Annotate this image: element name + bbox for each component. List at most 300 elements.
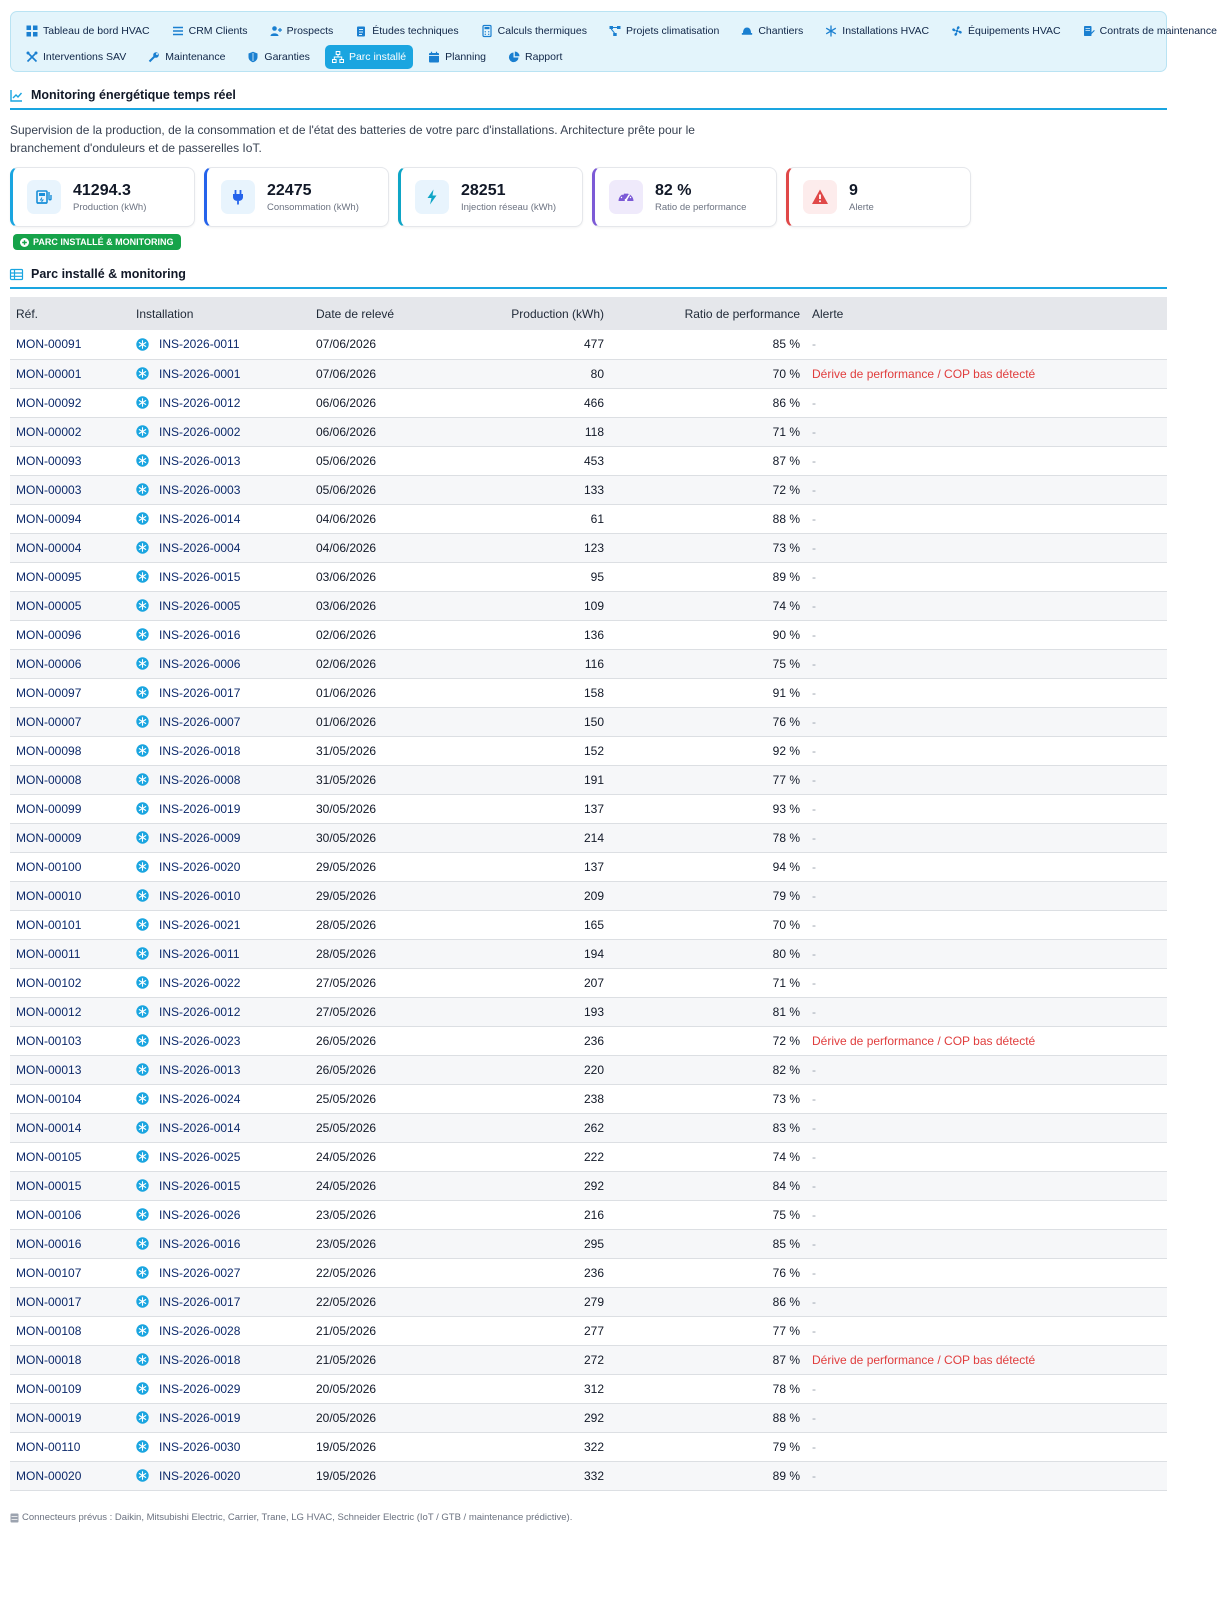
cell-ratio: 86 % — [610, 388, 806, 417]
cell-installation[interactable] — [130, 1316, 310, 1345]
installation-link[interactable] — [136, 715, 304, 729]
cell-date: 01/06/2026 — [310, 707, 450, 736]
table-row[interactable] — [10, 1171, 1167, 1200]
installation-link[interactable] — [136, 976, 304, 990]
nav-item-parc-installe[interactable] — [325, 45, 413, 69]
cell-production: 109 — [450, 591, 610, 620]
cell-alert: - — [806, 649, 1167, 678]
cell-date: 28/05/2026 — [310, 939, 450, 968]
cell-installation[interactable] — [130, 591, 310, 620]
cell-installation[interactable] — [130, 1432, 310, 1461]
hvac-unit-icon — [136, 1237, 149, 1250]
cell-installation[interactable] — [130, 1229, 310, 1258]
cell-production: 322 — [450, 1432, 610, 1461]
nav-item-prospects[interactable] — [263, 19, 341, 43]
table-row[interactable] — [10, 504, 1167, 533]
cell-installation[interactable] — [130, 1287, 310, 1316]
nav-item-label: Études techniques — [372, 24, 459, 37]
cell-ref[interactable]: MON-00105 — [10, 1142, 130, 1171]
kpi-text — [849, 182, 874, 213]
cell-installation[interactable] — [130, 504, 310, 533]
cell-ref[interactable]: MON-00103 — [10, 1026, 130, 1055]
server-icon — [10, 1513, 19, 1523]
cell-ref[interactable]: MON-00092 — [10, 388, 130, 417]
column-header-production[interactable]: Production (kWh) — [450, 297, 610, 330]
cell-installation[interactable] — [130, 1026, 310, 1055]
installation-link[interactable] — [136, 1295, 304, 1309]
installation-link[interactable] — [136, 1237, 304, 1251]
cell-ref[interactable]: MON-00100 — [10, 852, 130, 881]
sitemap-icon — [332, 51, 344, 63]
cell-ref[interactable]: MON-00013 — [10, 1055, 130, 1084]
calculator-icon — [481, 25, 493, 37]
installation-link[interactable] — [136, 1034, 304, 1048]
cell-alert: - — [806, 388, 1167, 417]
cell-date: 24/05/2026 — [310, 1142, 450, 1171]
cell-ratio: 90 % — [610, 620, 806, 649]
cell-alert: - — [806, 707, 1167, 736]
cell-ref[interactable]: MON-00001 — [10, 359, 130, 388]
monitoring-description: Supervision de la production, de la consommation et de l'état des batteries de votre parc d'installations. Architecture prête pour le branchement d'onduleurs et de passerelles IoT. — [10, 123, 695, 155]
table-body — [10, 330, 1167, 1490]
cell-ref[interactable]: MON-00017 — [10, 1287, 130, 1316]
installation-link[interactable] — [136, 889, 304, 903]
table-row[interactable] — [10, 1084, 1167, 1113]
installation-link[interactable] — [136, 1382, 304, 1396]
cell-installation[interactable] — [130, 1142, 310, 1171]
cell-date: 04/06/2026 — [310, 533, 450, 562]
cell-installation[interactable] — [130, 910, 310, 939]
installation-label: INS-2026-0013 — [159, 1062, 241, 1077]
table-row[interactable] — [10, 881, 1167, 910]
installation-link[interactable] — [136, 599, 304, 613]
cell-ref[interactable]: MON-00009 — [10, 823, 130, 852]
kpi-text — [73, 182, 146, 213]
cell-ref[interactable]: MON-00101 — [10, 910, 130, 939]
table-row[interactable] — [10, 446, 1167, 475]
cell-installation[interactable] — [130, 1055, 310, 1084]
cell-date: 03/06/2026 — [310, 591, 450, 620]
installation-link[interactable] — [136, 1266, 304, 1280]
table-row[interactable] — [10, 1403, 1167, 1432]
cell-ref[interactable]: MON-00007 — [10, 707, 130, 736]
installation-link[interactable] — [136, 860, 304, 874]
table-row[interactable] — [10, 1316, 1167, 1345]
nav-item-label: Contrats de maintenance — [1099, 24, 1217, 37]
cell-installation[interactable] — [130, 939, 310, 968]
cell-alert: - — [806, 446, 1167, 475]
installation-link[interactable] — [136, 1121, 304, 1135]
cell-installation[interactable] — [130, 736, 310, 765]
cell-ref[interactable]: MON-00109 — [10, 1374, 130, 1403]
cell-alert: - — [806, 1200, 1167, 1229]
installation-link[interactable] — [136, 1440, 304, 1454]
table-row[interactable] — [10, 533, 1167, 562]
installation-link[interactable] — [136, 918, 304, 932]
installation-link[interactable] — [136, 367, 304, 381]
grid-icon — [26, 25, 38, 37]
cell-installation[interactable] — [130, 1374, 310, 1403]
cell-date: 20/05/2026 — [310, 1374, 450, 1403]
nav-item-crm-clients[interactable] — [165, 19, 255, 43]
cell-production: 332 — [450, 1461, 610, 1490]
nav-item-label: CRM Clients — [188, 24, 248, 37]
cell-ref[interactable]: MON-00106 — [10, 1200, 130, 1229]
table-row[interactable] — [10, 1026, 1167, 1055]
table-row[interactable] — [10, 1432, 1167, 1461]
cell-installation[interactable] — [130, 1084, 310, 1113]
cell-installation[interactable] — [130, 707, 310, 736]
installation-label: INS-2026-0015 — [159, 1178, 241, 1193]
cell-installation[interactable] — [130, 1461, 310, 1490]
table-row[interactable] — [10, 1345, 1167, 1374]
cell-production: 295 — [450, 1229, 610, 1258]
nav-item-label: Tableau de bord HVAC — [43, 24, 150, 37]
cell-alert: - — [806, 910, 1167, 939]
cell-production: 158 — [450, 678, 610, 707]
installation-link[interactable] — [136, 1179, 304, 1193]
cell-ref[interactable]: MON-00008 — [10, 765, 130, 794]
cell-ref[interactable]: MON-00097 — [10, 678, 130, 707]
cell-production: 133 — [450, 475, 610, 504]
cell-date: 29/05/2026 — [310, 881, 450, 910]
installation-link[interactable] — [136, 512, 304, 526]
cell-installation[interactable] — [130, 388, 310, 417]
installation-label: INS-2026-0021 — [159, 917, 241, 932]
table-row[interactable] — [10, 1374, 1167, 1403]
nav-item-label: Équipements HVAC — [968, 24, 1061, 37]
cell-installation[interactable] — [130, 1171, 310, 1200]
kpi-card-ratio-de-performance — [592, 167, 777, 227]
cell-ref[interactable]: MON-00018 — [10, 1345, 130, 1374]
installation-link[interactable] — [136, 802, 304, 816]
installation-link[interactable] — [136, 483, 304, 497]
nav-item-label: Interventions SAV — [43, 50, 127, 63]
installation-link[interactable] — [136, 337, 304, 351]
installation-label: INS-2026-0022 — [159, 975, 241, 990]
table-row[interactable] — [10, 388, 1167, 417]
cell-production: 236 — [450, 1258, 610, 1287]
table-row[interactable] — [10, 562, 1167, 591]
bolt-icon — [415, 180, 449, 214]
installation-label: INS-2026-0001 — [159, 366, 241, 381]
installation-label: INS-2026-0016 — [159, 1236, 241, 1251]
cell-ref[interactable]: MON-00107 — [10, 1258, 130, 1287]
cell-ref[interactable]: MON-00094 — [10, 504, 130, 533]
installation-link[interactable] — [136, 1005, 304, 1019]
installation-label: INS-2026-0005 — [159, 598, 241, 613]
cell-production: 209 — [450, 881, 610, 910]
snowflake-icon — [825, 25, 837, 37]
cell-alert: - — [806, 1142, 1167, 1171]
cell-installation[interactable] — [130, 330, 310, 359]
nav-item-etudes-techniques[interactable] — [348, 19, 465, 43]
cell-alert: Dérive de performance / COP bas détecté — [806, 359, 1167, 388]
wrench-icon — [148, 51, 160, 63]
installation-link[interactable] — [136, 454, 304, 468]
monitoring-section-title — [10, 88, 1167, 110]
cell-ratio: 74 % — [610, 1142, 806, 1171]
cell-ratio: 76 % — [610, 707, 806, 736]
table-row[interactable] — [10, 736, 1167, 765]
cell-ref[interactable]: MON-00012 — [10, 997, 130, 1026]
kpi-value: 9 — [849, 181, 858, 199]
cell-ref[interactable]: MON-00091 — [10, 330, 130, 359]
hvac-unit-icon — [136, 1324, 149, 1337]
cell-production: 222 — [450, 1142, 610, 1171]
table-row[interactable] — [10, 1113, 1167, 1142]
clipboard-icon — [355, 25, 367, 37]
installation-link[interactable] — [136, 396, 304, 410]
cell-installation[interactable] — [130, 794, 310, 823]
cell-ref[interactable]: MON-00002 — [10, 417, 130, 446]
table-row[interactable] — [10, 678, 1167, 707]
hvac-unit-icon — [136, 396, 149, 409]
table-row[interactable] — [10, 939, 1167, 968]
installation-label: INS-2026-0014 — [159, 511, 241, 526]
installation-link[interactable] — [136, 425, 304, 439]
table-row[interactable] — [10, 823, 1167, 852]
table-row[interactable] — [10, 1055, 1167, 1084]
nav-item-maintenance[interactable] — [141, 45, 232, 69]
installation-label: INS-2026-0024 — [159, 1091, 241, 1106]
cell-installation[interactable] — [130, 649, 310, 678]
cell-ref[interactable]: MON-00003 — [10, 475, 130, 504]
installation-link[interactable] — [136, 831, 304, 845]
hvac-unit-icon — [136, 947, 149, 960]
column-header-date[interactable]: Date de relevé — [310, 297, 450, 330]
table-icon — [10, 268, 23, 281]
cell-installation[interactable] — [130, 678, 310, 707]
nav-item-label: Prospects — [286, 24, 334, 37]
cell-ratio: 94 % — [610, 852, 806, 881]
cell-installation[interactable] — [130, 823, 310, 852]
nav-item-chantiers[interactable] — [734, 19, 810, 43]
cell-alert: - — [806, 1432, 1167, 1461]
table-row[interactable] — [10, 1200, 1167, 1229]
cell-production: 137 — [450, 852, 610, 881]
table-row[interactable] — [10, 591, 1167, 620]
table-row[interactable] — [10, 1229, 1167, 1258]
kpi-card-production-kwh — [10, 167, 195, 227]
cell-ref[interactable]: MON-00015 — [10, 1171, 130, 1200]
cell-alert: - — [806, 1113, 1167, 1142]
kpi-text — [267, 182, 359, 213]
installation-link[interactable] — [136, 686, 304, 700]
cell-installation[interactable] — [130, 620, 310, 649]
installation-link[interactable] — [136, 947, 304, 961]
column-header-ref[interactable]: Réf. — [10, 297, 130, 330]
table-row[interactable] — [10, 968, 1167, 997]
table-row[interactable] — [10, 1258, 1167, 1287]
kpi-label: Injection réseau (kWh) — [461, 201, 557, 213]
nav-item-label: Garanties — [264, 50, 310, 63]
hvac-unit-icon — [136, 889, 149, 902]
installation-label: INS-2026-0029 — [159, 1381, 241, 1396]
cell-production: 207 — [450, 968, 610, 997]
cell-ref[interactable]: MON-00019 — [10, 1403, 130, 1432]
cell-ref[interactable]: MON-00102 — [10, 968, 130, 997]
installation-link[interactable] — [136, 541, 304, 555]
cell-ref[interactable]: MON-00108 — [10, 1316, 130, 1345]
installation-label: INS-2026-0012 — [159, 1004, 241, 1019]
table-row[interactable] — [10, 765, 1167, 794]
cell-date: 27/05/2026 — [310, 968, 450, 997]
plus-circle-icon — [20, 238, 29, 247]
installation-label: INS-2026-0009 — [159, 830, 241, 845]
cell-date: 23/05/2026 — [310, 1229, 450, 1258]
hvac-unit-icon — [136, 570, 149, 583]
table-row[interactable] — [10, 910, 1167, 939]
cell-ref[interactable]: MON-00010 — [10, 881, 130, 910]
cell-alert: - — [806, 1171, 1167, 1200]
cell-ratio: 92 % — [610, 736, 806, 765]
hvac-unit-icon — [136, 686, 149, 699]
cell-installation[interactable] — [130, 881, 310, 910]
cell-ref[interactable]: MON-00093 — [10, 446, 130, 475]
installation-link[interactable] — [136, 1208, 304, 1222]
cell-ratio: 77 % — [610, 1316, 806, 1345]
cell-installation[interactable] — [130, 475, 310, 504]
cell-installation[interactable] — [130, 765, 310, 794]
cell-production: 262 — [450, 1113, 610, 1142]
nav-item-tableau-de-bord-hvac[interactable] — [19, 19, 157, 43]
table-row[interactable] — [10, 330, 1167, 359]
nav-item-rapport[interactable] — [501, 45, 569, 69]
cell-alert: - — [806, 881, 1167, 910]
cell-ratio: 72 % — [610, 475, 806, 504]
table-row[interactable] — [10, 707, 1167, 736]
installation-label: INS-2026-0015 — [159, 569, 241, 584]
installation-label: INS-2026-0027 — [159, 1265, 241, 1280]
cell-installation[interactable] — [130, 997, 310, 1026]
cell-installation[interactable] — [130, 417, 310, 446]
cell-ref[interactable]: MON-00095 — [10, 562, 130, 591]
cell-installation[interactable] — [130, 562, 310, 591]
cell-production: 61 — [450, 504, 610, 533]
cell-ref[interactable]: MON-00006 — [10, 649, 130, 678]
installation-link[interactable] — [136, 657, 304, 671]
cell-installation[interactable] — [130, 1113, 310, 1142]
installation-link[interactable] — [136, 628, 304, 642]
table-row[interactable] — [10, 852, 1167, 881]
cell-ref[interactable]: MON-00016 — [10, 1229, 130, 1258]
installation-link[interactable] — [136, 744, 304, 758]
cell-installation[interactable] — [130, 1403, 310, 1432]
table-row[interactable] — [10, 794, 1167, 823]
cell-installation[interactable] — [130, 852, 310, 881]
table-row[interactable] — [10, 1287, 1167, 1316]
column-header-installation[interactable]: Installation — [130, 297, 310, 330]
cell-installation[interactable] — [130, 359, 310, 388]
cell-ratio: 91 % — [610, 678, 806, 707]
cell-ref[interactable]: MON-00098 — [10, 736, 130, 765]
nav-item-equipements-hvac[interactable] — [944, 19, 1068, 43]
installation-link[interactable] — [136, 1063, 304, 1077]
nav-item-label: Chantiers — [758, 24, 804, 37]
installation-label: INS-2026-0017 — [159, 1294, 241, 1309]
cell-ratio: 89 % — [610, 562, 806, 591]
cell-ref[interactable]: MON-00096 — [10, 620, 130, 649]
installation-link[interactable] — [136, 1353, 304, 1367]
installation-link[interactable] — [136, 1469, 304, 1483]
cell-installation[interactable] — [130, 1258, 310, 1287]
cell-production: 279 — [450, 1287, 610, 1316]
nav-item-calculs-thermiques[interactable] — [474, 19, 594, 43]
cell-ref[interactable]: MON-00004 — [10, 533, 130, 562]
kpi-value: 82 % — [655, 181, 692, 199]
cell-installation[interactable] — [130, 533, 310, 562]
cell-ref[interactable]: MON-00099 — [10, 794, 130, 823]
table-row[interactable] — [10, 475, 1167, 504]
cell-production: 193 — [450, 997, 610, 1026]
installation-link[interactable] — [136, 773, 304, 787]
cell-production: 80 — [450, 359, 610, 388]
table-row[interactable] — [10, 620, 1167, 649]
kpi-text — [461, 182, 556, 213]
nav-item-garanties[interactable] — [240, 45, 317, 69]
installation-link[interactable] — [136, 1150, 304, 1164]
cell-ref[interactable]: MON-00014 — [10, 1113, 130, 1142]
hvac-unit-icon — [136, 657, 149, 670]
cell-production: 165 — [450, 910, 610, 939]
shield-icon — [247, 51, 259, 63]
cell-alert: - — [806, 1461, 1167, 1490]
installation-link[interactable] — [136, 570, 304, 584]
installation-link[interactable] — [136, 1092, 304, 1106]
cell-ref[interactable]: MON-00011 — [10, 939, 130, 968]
cell-installation[interactable] — [130, 968, 310, 997]
table-row[interactable] — [10, 649, 1167, 678]
hvac-unit-icon — [136, 1382, 149, 1395]
cell-ref[interactable]: MON-00005 — [10, 591, 130, 620]
hvac-unit-icon — [136, 454, 149, 467]
nav-item-planning[interactable] — [421, 45, 493, 69]
installation-label: INS-2026-0030 — [159, 1439, 241, 1454]
kpi-value: 22475 — [267, 181, 312, 199]
cell-ratio: 89 % — [610, 1461, 806, 1490]
nav-item-projets-climatisation[interactable] — [602, 19, 726, 43]
installation-link[interactable] — [136, 1411, 304, 1425]
column-header-alert[interactable]: Alerte — [806, 297, 1167, 330]
cell-ref[interactable]: MON-00104 — [10, 1084, 130, 1113]
cell-ref[interactable]: MON-00110 — [10, 1432, 130, 1461]
table-row[interactable] — [10, 1461, 1167, 1490]
cell-production: 453 — [450, 446, 610, 475]
cell-installation[interactable] — [130, 446, 310, 475]
table-row[interactable] — [10, 359, 1167, 388]
table-row[interactable] — [10, 417, 1167, 446]
cell-ratio: 78 % — [610, 1374, 806, 1403]
table-row[interactable] — [10, 1142, 1167, 1171]
nav-item-contrats-de-maintenance[interactable] — [1076, 19, 1224, 43]
cell-alert: - — [806, 562, 1167, 591]
installation-label: INS-2026-0018 — [159, 743, 241, 758]
table-row[interactable] — [10, 997, 1167, 1026]
cell-installation[interactable] — [130, 1200, 310, 1229]
cell-date: 06/06/2026 — [310, 388, 450, 417]
nav-item-installations-hvac[interactable] — [818, 19, 936, 43]
cell-alert: - — [806, 475, 1167, 504]
column-header-ratio[interactable]: Ratio de performance — [610, 297, 806, 330]
installation-link[interactable] — [136, 1324, 304, 1338]
nav-item-interventions-sav[interactable] — [19, 45, 133, 69]
cell-date: 19/05/2026 — [310, 1432, 450, 1461]
cell-installation[interactable] — [130, 1345, 310, 1374]
cell-ref[interactable]: MON-00020 — [10, 1461, 130, 1490]
installation-label: INS-2026-0014 — [159, 1120, 241, 1135]
kpi-text — [655, 182, 746, 213]
